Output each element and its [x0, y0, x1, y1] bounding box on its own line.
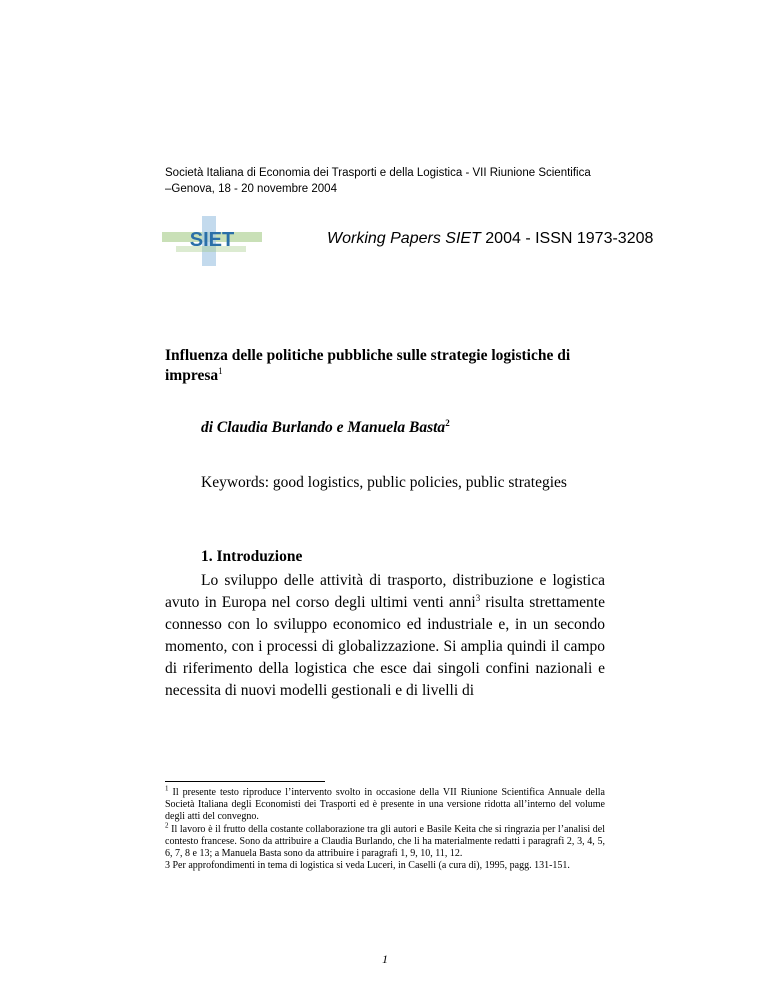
section-heading: 1. Introduzione: [201, 548, 303, 565]
paragraph-part-1: Lo sviluppo delle attività di trasporto, distribuzione e logistica avuto in Europa nel corso degli ultimi venti anni: [165, 572, 605, 611]
paragraph-part-2: risulta strettamente connesso con lo sviluppo economico ed industriale e, in un secondo momento, con i processi di globalizzazione. Si amplia quindi il campo di riferimento della logistica che esce dai singoli confini nazionali e necessita di nuovi modelli gestionali e di livelli di: [165, 594, 605, 699]
footnote-mark: 1: [165, 784, 169, 793]
conference-line-2: –Genova, 18 - 20 novembre 2004: [165, 183, 337, 195]
conference-line-1: Società Italiana di Economia dei Trasporti e della Logistica - VII Riunione Scientifica: [165, 167, 591, 179]
footnote-text: Il lavoro è il frutto della costante collaborazione tra gli autori e Basile Keita che si ringrazia per l’analisi del contesto francese. Sono da attribuire a Claudia Burlando, che li ha materialmente redatti i paragrafi 2, 3, 4, 5, 6, 7, 8 e 13; a Manuela Basta sono da attribuire i paragrafi 1, 9, 10, 11, 12.: [165, 823, 605, 860]
logo-text: SIET: [189, 229, 235, 251]
working-papers-series: Working Papers SIET: [327, 230, 481, 247]
footnote-text: Il presente testo riproduce l’intervento svolto in occasione della VII Riunione Scientifica Annuale della Società Italiana degli Economisti dei Trasporti ed è presente in una versione ridotta all’interno del volume degli atti del convegno.: [165, 787, 605, 823]
title-footnote-ref: 1: [218, 365, 223, 376]
paper-authors: [201, 419, 450, 437]
siet-logo: [162, 216, 262, 266]
paper-title: [165, 346, 605, 386]
footnote-separator: [165, 781, 325, 782]
working-papers-issn: 2004 - ISSN 1973-3208: [480, 230, 654, 247]
conference-header: [165, 165, 625, 197]
footnote-item: [165, 784, 605, 824]
working-papers-line: [327, 230, 653, 248]
footnote-text: 3 Per approfondimenti in tema di logistica si veda Luceri, in Caselli (a cura di), 1995, pagg. 131-151.: [165, 860, 570, 872]
footnote-item: [165, 860, 605, 872]
paragraph-footnote-ref: 3: [475, 592, 481, 603]
page-number: 1: [382, 952, 388, 966]
paper-title-text: Influenza delle politiche pubbliche sulle strategie logistiche di impresa: [165, 347, 571, 384]
body-paragraph: [165, 570, 605, 702]
footnotes: [165, 784, 605, 872]
keywords: Keywords: good logistics, public policies, public strategies: [201, 474, 567, 491]
footnote-item: [165, 821, 605, 861]
footnote-mark: 2: [165, 821, 169, 830]
authors-footnote-ref: 2: [445, 417, 450, 428]
authors-text: di Claudia Burlando e Manuela Basta: [201, 419, 446, 436]
